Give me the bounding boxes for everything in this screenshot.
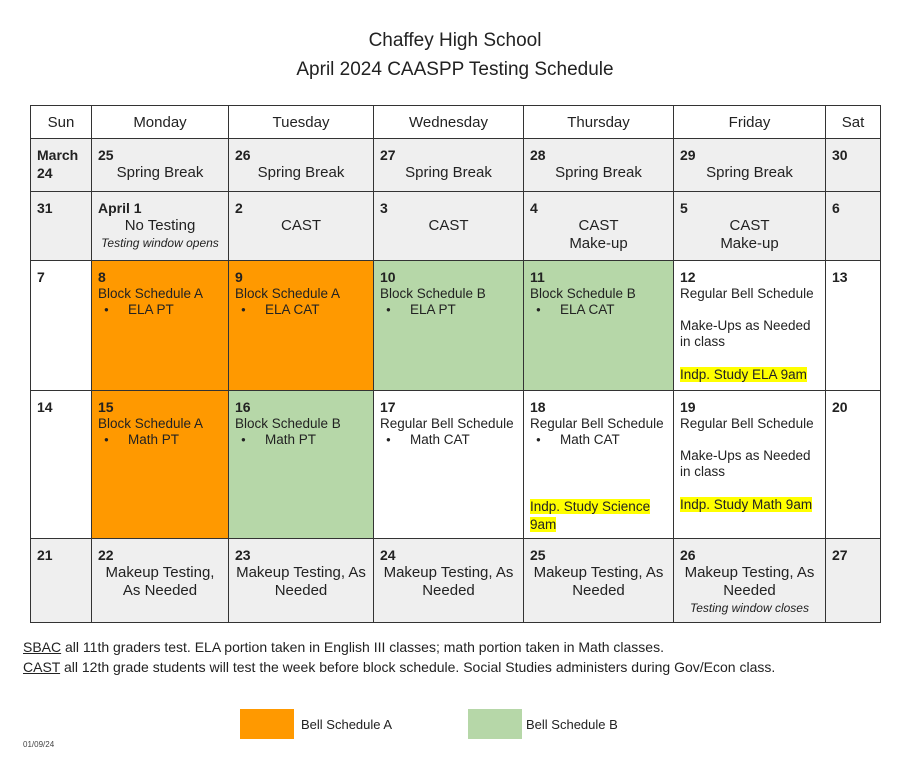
day-number: 19 bbox=[680, 399, 696, 415]
day-cell bbox=[524, 539, 674, 623]
day-number: 5 bbox=[680, 200, 688, 216]
day-cell-content bbox=[31, 261, 91, 390]
bullet-icon: ● bbox=[536, 435, 541, 445]
day-cell-content bbox=[92, 539, 228, 622]
bell-schedule: Block Schedule A bbox=[98, 416, 204, 431]
day-number: 7 bbox=[37, 269, 45, 285]
bell-schedule: Regular Bell Schedule bbox=[680, 286, 814, 301]
weekday-header: Sun bbox=[31, 106, 92, 139]
spacer bbox=[680, 480, 819, 496]
day-cell-content bbox=[31, 192, 91, 260]
test-name: ELA CAT bbox=[265, 302, 320, 317]
day-cell-content bbox=[826, 391, 880, 538]
day-cell bbox=[524, 261, 674, 391]
spacer bbox=[680, 302, 819, 318]
day-cell-content bbox=[229, 261, 373, 390]
bullet-icon: ● bbox=[104, 435, 109, 445]
day-cell-content bbox=[826, 192, 880, 260]
test-name: Math CAT bbox=[560, 432, 620, 447]
day-number: April 1 bbox=[98, 200, 142, 216]
bell-schedule: Block Schedule A bbox=[235, 286, 341, 301]
independent-study-highlight: Indp. Study Science 9am bbox=[530, 499, 651, 533]
day-cell-content bbox=[374, 139, 523, 191]
day-number: 9 bbox=[235, 269, 243, 285]
day-number: 11 bbox=[530, 269, 545, 285]
day-cell bbox=[674, 539, 826, 623]
weekday-header: Sat bbox=[826, 106, 881, 139]
day-number: 10 bbox=[380, 269, 396, 285]
day-cell-content bbox=[826, 139, 880, 191]
day-cell bbox=[374, 391, 524, 539]
day-event: Makeup Testing, As bbox=[383, 564, 514, 581]
calendar-table bbox=[30, 105, 881, 623]
day-cell bbox=[229, 391, 374, 539]
makeup-note: Make-Ups as Needed in class bbox=[680, 448, 811, 479]
day-cell-content bbox=[229, 391, 373, 538]
day-number: 22 bbox=[98, 547, 114, 563]
day-cell bbox=[374, 139, 524, 192]
day-cell bbox=[674, 261, 826, 391]
day-event: Spring Break bbox=[405, 164, 492, 181]
day-number: 25 bbox=[530, 547, 546, 563]
test-item bbox=[98, 432, 222, 448]
day-cell-content bbox=[674, 192, 825, 260]
week-row bbox=[31, 139, 881, 192]
day-cell bbox=[826, 391, 881, 539]
highlight-wrap bbox=[680, 366, 819, 384]
day-number: 23 bbox=[235, 547, 251, 563]
test-name: Math PT bbox=[128, 432, 180, 447]
day-cell-content bbox=[229, 539, 373, 622]
weekday-header: Tuesday bbox=[229, 106, 374, 139]
spacer bbox=[680, 432, 819, 448]
day-number: 2 bbox=[235, 200, 243, 216]
weekday-header: Friday bbox=[674, 106, 826, 139]
day-cell bbox=[374, 261, 524, 391]
day-number: 25 bbox=[98, 147, 114, 163]
independent-study-highlight: Indp. Study ELA 9am bbox=[680, 367, 807, 382]
bell-schedule: Regular Bell Schedule bbox=[680, 416, 814, 431]
day-event: Make-up bbox=[569, 235, 628, 252]
day-event: CAST bbox=[280, 217, 321, 234]
day-cell bbox=[92, 139, 229, 192]
day-number: 27 bbox=[832, 547, 848, 563]
day-cell-content bbox=[31, 391, 91, 538]
day-event: CAST bbox=[428, 217, 469, 234]
footnote-sbac bbox=[23, 639, 664, 655]
legend-label-a: Bell Schedule A bbox=[301, 717, 393, 732]
day-event: Makeup Testing, As bbox=[533, 564, 664, 581]
spacer bbox=[530, 448, 667, 498]
day-cell-content bbox=[374, 391, 523, 538]
test-item bbox=[530, 302, 667, 318]
day-cell bbox=[524, 391, 674, 539]
day-event: Needed bbox=[572, 582, 625, 599]
test-name: Math CAT bbox=[410, 432, 470, 447]
bullet-icon: ● bbox=[386, 435, 391, 445]
day-event: Spring Break bbox=[116, 164, 204, 181]
day-cell bbox=[826, 139, 881, 192]
bell-schedule: Block Schedule B bbox=[235, 416, 341, 431]
day-cell bbox=[374, 192, 524, 261]
bell-schedule: Regular Bell Schedule bbox=[530, 416, 664, 431]
test-name: ELA PT bbox=[410, 302, 456, 317]
bullet-icon: ● bbox=[536, 305, 541, 315]
day-number: 20 bbox=[832, 399, 848, 415]
day-event: Makeup Testing, As bbox=[236, 564, 366, 581]
day-cell bbox=[92, 539, 229, 623]
day-cell-content bbox=[31, 139, 91, 191]
bell-schedule: Block Schedule B bbox=[380, 286, 486, 301]
day-cell bbox=[31, 139, 92, 192]
bell-schedule: Block Schedule B bbox=[530, 286, 636, 301]
day-cell-content bbox=[524, 391, 673, 538]
independent-study-highlight: Indp. Study Math 9am bbox=[680, 497, 813, 512]
day-cell bbox=[524, 192, 674, 261]
school-name: Chaffey High School bbox=[368, 30, 542, 51]
spacer bbox=[680, 350, 819, 366]
cast-text: all 12th grade students will test the week before block schedule. Social Studies administers during Gov/Econ class. bbox=[60, 659, 776, 675]
bell-schedule: Block Schedule A bbox=[98, 286, 204, 301]
day-cell bbox=[229, 261, 374, 391]
day-cell bbox=[31, 261, 92, 391]
bell-schedule: Regular Bell Schedule bbox=[380, 416, 514, 431]
day-cell bbox=[92, 261, 229, 391]
day-number: 12 bbox=[680, 269, 696, 285]
day-number: 14 bbox=[37, 399, 53, 415]
day-number: 31 bbox=[37, 200, 53, 216]
day-event: Spring Break bbox=[257, 164, 345, 181]
day-number: 29 bbox=[680, 147, 696, 163]
day-cell bbox=[92, 192, 229, 261]
day-cell bbox=[92, 391, 229, 539]
day-number: 16 bbox=[235, 399, 251, 415]
day-cell-content bbox=[92, 139, 228, 191]
weekday-header: Wednesday bbox=[374, 106, 524, 139]
week-row bbox=[31, 539, 881, 623]
week-row bbox=[31, 192, 881, 261]
day-event: Makeup Testing, bbox=[105, 564, 215, 581]
weekday-header-row bbox=[31, 106, 881, 139]
day-cell bbox=[674, 391, 826, 539]
day-event: Make-up bbox=[720, 235, 779, 252]
day-event: Spring Break bbox=[706, 164, 793, 181]
day-cell-content bbox=[674, 139, 825, 191]
day-event: Needed bbox=[422, 582, 475, 599]
test-item bbox=[98, 302, 222, 318]
makeup-note: Make-Ups as Needed in class bbox=[680, 318, 811, 349]
day-cell-content bbox=[374, 261, 523, 390]
day-number: 4 bbox=[530, 200, 538, 216]
day-cell bbox=[31, 539, 92, 623]
day-cell-content bbox=[92, 192, 228, 260]
cast-term: CAST bbox=[23, 659, 61, 675]
day-cell-content bbox=[524, 261, 673, 390]
day-number: March 24 bbox=[37, 147, 79, 181]
day-number: 17 bbox=[380, 399, 396, 415]
day-event: As Needed bbox=[122, 582, 198, 599]
day-cell bbox=[229, 139, 374, 192]
day-cell-content bbox=[524, 139, 673, 191]
day-cell bbox=[674, 192, 826, 261]
day-number: 27 bbox=[380, 147, 396, 163]
test-item bbox=[530, 432, 667, 448]
test-name: ELA PT bbox=[128, 302, 174, 317]
day-cell-content bbox=[674, 261, 825, 390]
weekday-header: Monday bbox=[92, 106, 229, 139]
test-name: Math PT bbox=[265, 432, 317, 447]
day-number: 8 bbox=[98, 269, 106, 285]
day-cell-content bbox=[826, 539, 880, 622]
day-number: 30 bbox=[832, 147, 848, 163]
day-cell bbox=[31, 391, 92, 539]
week-row bbox=[31, 391, 881, 539]
revision-date: 01/09/24 bbox=[23, 740, 55, 749]
day-cell bbox=[826, 192, 881, 261]
day-cell-content bbox=[374, 539, 523, 622]
day-number: 26 bbox=[235, 147, 251, 163]
legend-swatch-b bbox=[468, 709, 522, 739]
day-number: 18 bbox=[530, 399, 546, 415]
day-cell bbox=[229, 539, 374, 623]
day-cell bbox=[826, 539, 881, 623]
sbac-term: SBAC bbox=[23, 639, 62, 655]
day-cell-content bbox=[31, 539, 91, 622]
test-item bbox=[380, 302, 517, 318]
day-event: CAST bbox=[729, 217, 770, 234]
day-number: 26 bbox=[680, 547, 696, 563]
bullet-icon: ● bbox=[104, 305, 109, 315]
day-note: Testing window closes bbox=[690, 601, 809, 615]
sbac-text: all 11th graders test. ELA portion taken in English III classes; math portion taken in Math classes. bbox=[61, 639, 664, 655]
day-number: 3 bbox=[380, 200, 388, 216]
day-cell bbox=[674, 139, 826, 192]
day-event: Needed bbox=[274, 582, 328, 599]
day-number: 13 bbox=[832, 269, 848, 285]
day-cell-content bbox=[92, 391, 228, 538]
test-item bbox=[380, 432, 517, 448]
day-cell-content bbox=[674, 539, 825, 622]
legend-label-b: Bell Schedule B bbox=[526, 717, 618, 732]
day-cell-content bbox=[674, 391, 825, 538]
day-event: No Testing bbox=[124, 217, 196, 234]
day-cell bbox=[374, 539, 524, 623]
day-number: 21 bbox=[37, 547, 53, 563]
day-cell-content bbox=[524, 539, 673, 622]
page-title: April 2024 CAASPP Testing Schedule bbox=[296, 59, 614, 80]
day-number: 15 bbox=[98, 399, 114, 415]
day-cell-content bbox=[92, 261, 228, 390]
day-cell bbox=[826, 261, 881, 391]
day-event: Makeup Testing, As bbox=[684, 564, 815, 581]
test-item bbox=[235, 302, 367, 318]
highlight-wrap bbox=[680, 496, 819, 514]
day-event: Spring Break bbox=[555, 164, 642, 181]
day-number: 24 bbox=[380, 547, 396, 563]
day-cell bbox=[31, 192, 92, 261]
day-note: Testing window opens bbox=[101, 236, 219, 250]
footnote-cast bbox=[23, 659, 775, 675]
legend-swatch-a bbox=[240, 709, 294, 739]
test-item bbox=[235, 432, 367, 448]
day-number: 6 bbox=[832, 200, 840, 216]
day-number: 28 bbox=[530, 147, 546, 163]
highlight-wrap bbox=[530, 498, 667, 534]
day-cell bbox=[524, 139, 674, 192]
day-cell-content bbox=[524, 192, 673, 260]
weekday-header: Thursday bbox=[524, 106, 674, 139]
bullet-icon: ● bbox=[386, 305, 391, 315]
bullet-icon: ● bbox=[241, 305, 246, 315]
week-row bbox=[31, 261, 881, 391]
bullet-icon: ● bbox=[241, 435, 246, 445]
day-cell-content bbox=[229, 192, 373, 260]
day-event: CAST bbox=[578, 217, 619, 234]
day-cell-content bbox=[374, 192, 523, 260]
day-cell-content bbox=[826, 261, 880, 390]
test-name: ELA CAT bbox=[560, 302, 615, 317]
day-event: Needed bbox=[723, 582, 776, 599]
day-cell-content bbox=[229, 139, 373, 191]
day-cell bbox=[229, 192, 374, 261]
